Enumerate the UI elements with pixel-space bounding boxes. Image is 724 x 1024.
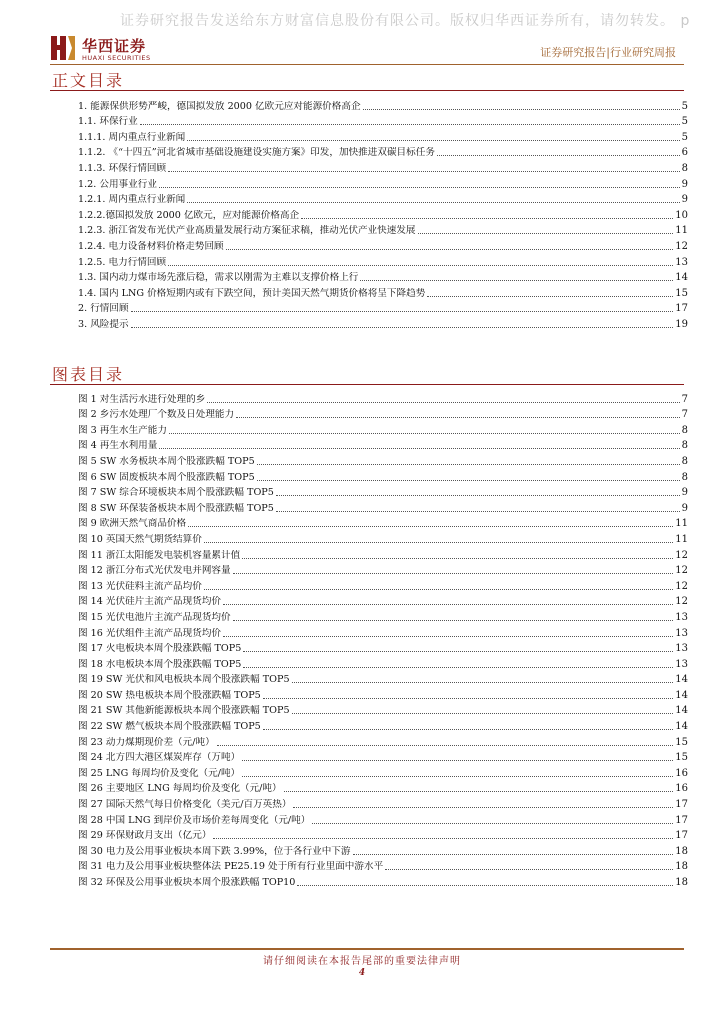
figure-entry-page: 18 (675, 877, 688, 888)
figures-section-title: 图表目录 (52, 365, 125, 384)
toc-entry-page: 17 (675, 303, 688, 315)
figure-entry-page: 7 (681, 393, 688, 405)
toc-entry-page: 14 (675, 272, 688, 284)
figure-entry-page: 17 (675, 830, 688, 842)
figure-entry-title: 图 20 SW 热电板块本周个股涨跌幅 TOP5 (78, 689, 261, 701)
figure-entry[interactable] (78, 811, 688, 827)
figure-entry-page: 16 (675, 767, 688, 779)
dot-leader (187, 202, 679, 203)
toc-entry-title: 3. 风险提示 (78, 318, 129, 330)
figure-entry-page: 15 (675, 752, 688, 764)
toc-entry-page: 13 (675, 256, 688, 268)
dot-leader (236, 417, 680, 418)
figure-entry-title: 图 23 动力煤期现价差（元/吨） (78, 736, 215, 748)
company-logo (50, 34, 170, 64)
dot-leader (223, 604, 673, 605)
dot-leader (257, 464, 680, 465)
toc-entry-title: 1.1.2. 《“十四五”河北省城市基础设施建设实施方案》印发，加快推进双碳目标任务 (78, 147, 435, 159)
dot-leader (312, 823, 673, 824)
figure-entry-title: 图 7 SW 综合环境板块本周个股涨跌幅 TOP5 (78, 487, 274, 499)
toc-entry[interactable] (78, 222, 688, 238)
figure-entry-title: 图 21 SW 其他新能源板块本周个股涨跌幅 TOP5 (78, 705, 290, 717)
figure-entry-title: 图 29 环保财政月支出（亿元） (78, 830, 212, 842)
figure-entry[interactable] (78, 593, 688, 609)
figure-entry-title: 图 22 SW 燃气板块本周个股涨跌幅 TOP5 (78, 721, 261, 733)
figure-entry[interactable] (78, 764, 688, 780)
toc-entry-page: 9 (681, 178, 688, 190)
toc-list (78, 97, 688, 331)
toc-entry-title: 1.1.3. 环保行情回顾 (78, 162, 167, 174)
toc-entry-title: 1.1.1. 周内重点行业新闻 (78, 131, 186, 143)
figure-entry[interactable] (78, 624, 688, 640)
figure-entry[interactable] (78, 655, 688, 671)
figure-entry[interactable] (78, 390, 688, 406)
toc-entry[interactable] (78, 144, 688, 160)
figure-entry-page: 8 (681, 471, 688, 483)
dot-leader (437, 155, 680, 156)
figure-entry-title: 图 26 主要地区 LNG 每周均价及变化（元/吨） (78, 783, 282, 795)
figure-entry[interactable] (78, 499, 688, 515)
figure-entry-page: 14 (675, 705, 688, 717)
figure-entry-title: 图 28 中国 LNG 到岸价及市场价差每周变化（元/吨） (78, 814, 311, 826)
dot-leader (217, 745, 674, 746)
toc-entry[interactable] (78, 269, 688, 285)
figure-entry-page: 13 (675, 658, 688, 670)
figure-entry-title: 图 31 电力及公用事业板块整体法 PE25.19 处于所有行业里面中游水平 (78, 861, 384, 873)
toc-entry-title: 1.2.4. 电力设备材料价格走势回顾 (78, 240, 224, 252)
figure-entry-title: 图 14 光伏硅片主流产品现货均价 (78, 596, 222, 608)
dot-leader (169, 433, 680, 434)
figure-entry-title: 图 5 SW 水务板块本周个股涨跌幅 TOP5 (78, 455, 255, 467)
figure-entry[interactable] (78, 608, 688, 624)
toc-entry-page: 5 (681, 116, 688, 128)
figure-entry-title: 图 3 再生水生产能力 (78, 424, 167, 436)
dot-leader (292, 682, 674, 683)
dot-leader (243, 667, 673, 668)
toc-entry-title: 1.3. 国内动力煤市场先涨后稳，需求以刚需为主难以支撑价格上行 (78, 272, 359, 284)
toc-entry[interactable] (78, 284, 688, 300)
dot-leader (204, 542, 673, 543)
dot-leader (243, 651, 673, 652)
toc-entry-title: 1. 能源保供形势严峻，德国拟发放 2000 亿欧元应对能源价格高企 (78, 100, 361, 112)
toc-entry-title: 1.2.2.德国拟发放 2000 亿欧元，应对能源价格高企 (78, 209, 300, 221)
dot-leader (297, 885, 673, 886)
figure-entry-title: 图 30 电力及公用事业板块本周下跌 3.99%，位于各行业中下游 (78, 845, 351, 857)
dot-leader (207, 402, 679, 403)
figure-entry[interactable] (78, 484, 688, 500)
toc-entry-page: 5 (681, 100, 688, 112)
toc-entry-page: 15 (675, 287, 688, 299)
figure-entry[interactable] (78, 437, 688, 453)
toc-entry-title: 1.2.3. 浙江省发布光伏产业高质量发展行动方案征求稿，推动光伏产业快速发展 (78, 225, 416, 237)
dot-leader (131, 327, 674, 328)
dot-leader (242, 776, 673, 777)
huaxi-logo-icon (50, 34, 76, 62)
figure-entry[interactable] (78, 546, 688, 562)
logo-name-cn: 华西证券 (82, 37, 147, 55)
toc-entry[interactable] (78, 191, 688, 207)
toc-entry-page: 8 (681, 162, 688, 174)
toc-entry-title: 1.2.5. 电力行情回顾 (78, 256, 167, 268)
figure-entry-page: 13 (675, 627, 688, 639)
toc-entry-title: 2. 行情回顾 (78, 303, 129, 315)
figure-entry-page: 12 (675, 596, 688, 608)
dot-leader (168, 171, 680, 172)
figure-entry-page: 11 (675, 533, 688, 545)
figure-entry-page: 13 (675, 611, 688, 623)
figure-entry-title: 图 16 光伏组件主流产品现货均价 (78, 627, 222, 639)
toc-entry-page: 10 (675, 209, 688, 221)
dot-leader (233, 620, 674, 621)
figure-entry-page: 14 (675, 689, 688, 701)
figure-entry-title: 图 8 SW 环保装备板块本周个股涨跌幅 TOP5 (78, 502, 274, 514)
dot-leader (233, 573, 674, 574)
toc-entry[interactable] (78, 237, 688, 253)
dot-leader (385, 869, 673, 870)
toc-entry[interactable] (78, 113, 688, 129)
dot-leader (418, 233, 674, 234)
figure-entry-title: 图 11 浙江太阳能发电装机容量累计值 (78, 549, 241, 561)
dot-leader (427, 296, 673, 297)
figure-entry-page: 14 (675, 674, 688, 686)
figure-entry-title: 图 13 光伏硅料主流产品均价 (78, 580, 202, 592)
dot-leader (204, 589, 673, 590)
dot-leader (226, 249, 674, 250)
figure-entry[interactable] (78, 702, 688, 718)
watermark: 证券研究报告发送给东方财富信息股份有限公司。版权归华西证券所有，请勿转发。 p (120, 13, 691, 29)
toc-entry-page: 12 (675, 240, 688, 252)
figure-entry-page: 12 (675, 580, 688, 592)
figure-entry-title: 图 19 SW 光伏和风电板块本周个股涨跌幅 TOP5 (78, 674, 290, 686)
toc-entry-title: 1.2.1. 周内重点行业新闻 (78, 194, 186, 206)
dot-leader (242, 760, 673, 761)
figure-entry-page: 18 (675, 845, 688, 857)
figure-entry[interactable] (78, 780, 688, 796)
figure-entry-title: 图 6 SW 固废板块本周个股涨跌幅 TOP5 (78, 471, 255, 483)
figure-entry-title: 图 10 英国天然气期货结算价 (78, 533, 202, 545)
dot-leader (223, 636, 673, 637)
figure-entry[interactable] (78, 515, 688, 531)
figure-entry-title: 图 25 LNG 每周均价及变化（元/吨） (78, 767, 241, 779)
toc-entry-page: 19 (675, 318, 688, 330)
figure-entry[interactable] (78, 577, 688, 593)
figure-entry-title: 图 32 环保及公用事业板块本周个股涨跌幅 TOP10 (78, 877, 296, 888)
dot-leader (257, 480, 680, 481)
figure-entry[interactable] (78, 452, 688, 468)
figure-entry-page: 7 (681, 409, 688, 421)
figure-entry[interactable] (78, 686, 688, 702)
dot-leader (242, 558, 673, 559)
dot-leader (293, 807, 673, 808)
figure-entry[interactable] (78, 749, 688, 765)
toc-entry[interactable] (78, 206, 688, 222)
dot-leader (168, 265, 673, 266)
figure-entry-title: 图 24 北方四大港区煤炭库存（万吨） (78, 752, 241, 764)
figure-entry[interactable] (78, 873, 688, 889)
figure-entry-title: 图 1 对生活污水进行处理的乡 (78, 393, 206, 405)
footer-disclaimer: 请仔细阅读在本报告尾部的重要法律声明 (263, 956, 461, 967)
figure-entry[interactable] (78, 671, 688, 687)
dot-leader (159, 187, 680, 188)
dot-leader (140, 124, 680, 125)
figure-entry-title: 图 15 光伏电池片主流产品现货均价 (78, 611, 231, 623)
figure-entry[interactable] (78, 421, 688, 437)
figure-entry[interactable] (78, 468, 688, 484)
figure-entry[interactable] (78, 717, 688, 733)
figure-entry[interactable] (78, 530, 688, 546)
toc-entry-page: 6 (681, 147, 688, 159)
toc-entry[interactable] (78, 159, 688, 175)
figure-entry-page: 16 (675, 783, 688, 795)
figure-entry-title: 图 4 再生水利用量 (78, 440, 158, 452)
figures-title-rule (50, 384, 684, 385)
page-number: 4 (358, 968, 366, 978)
figure-entry-title: 图 2 乡污水处理厂个数及日处理能力 (78, 409, 235, 421)
dot-leader (263, 729, 673, 730)
dot-leader (276, 511, 680, 512)
figure-entry[interactable] (78, 842, 688, 858)
toc-entry[interactable] (78, 300, 688, 316)
figure-entry-title: 图 12 浙江分布式光伏发电并网容量 (78, 565, 231, 577)
dot-leader (301, 218, 673, 219)
figure-entry-page: 9 (681, 502, 688, 514)
toc-entry-title: 1.2. 公用事业行业 (78, 178, 157, 190)
dot-leader (188, 526, 673, 527)
toc-entry[interactable] (78, 128, 688, 144)
figure-entry[interactable] (78, 733, 688, 749)
figure-entry-page: 11 (675, 518, 688, 530)
toc-entry[interactable] (78, 97, 688, 113)
dot-leader (284, 791, 674, 792)
figure-entry[interactable] (78, 858, 688, 874)
figure-entry-page: 8 (681, 440, 688, 452)
figure-entry-page: 12 (675, 549, 688, 561)
header-divider (50, 64, 684, 65)
dot-leader (363, 109, 680, 110)
figure-entry[interactable] (78, 795, 688, 811)
figure-entry-title: 图 18 水电板块本周个股涨跌幅 TOP5 (78, 658, 242, 670)
footer-divider (50, 948, 684, 950)
toc-entry[interactable] (78, 315, 688, 331)
figure-entry-page: 12 (675, 565, 688, 577)
figure-entry-title: 图 9 欧洲天然气商品价格 (78, 518, 187, 530)
toc-entry-page: 11 (675, 225, 688, 237)
figure-entry-page: 13 (675, 643, 688, 655)
figure-entry-page: 17 (675, 799, 688, 811)
dot-leader (353, 854, 674, 855)
dot-leader (292, 713, 674, 714)
dot-leader (276, 495, 680, 496)
figure-entry[interactable] (78, 827, 688, 843)
toc-entry-title: 1.1. 环保行业 (78, 116, 138, 128)
logo-name-en: HUAXI SECURITIES (82, 54, 151, 62)
figure-entry[interactable] (78, 640, 688, 656)
dot-leader (131, 311, 674, 312)
figure-entry-page: 9 (681, 487, 688, 499)
figure-entry-title: 图 27 国际天然气每日价格变化（美元/百万英热） (78, 799, 292, 811)
toc-entry-page: 5 (681, 131, 688, 143)
figure-entry[interactable] (78, 562, 688, 578)
toc-entry-title: 1.4. 国内 LNG 价格短期内或有下跌空间，预计美国天然气期货价格将呈下降趋势 (78, 287, 426, 299)
figure-entry-page: 8 (681, 424, 688, 436)
figure-entry-page: 17 (675, 814, 688, 826)
dot-leader (159, 448, 679, 449)
report-type-label: 证券研究报告|行业研究周报 (540, 46, 676, 59)
toc-entry[interactable] (78, 253, 688, 269)
dot-leader (213, 838, 673, 839)
figure-entry-page: 18 (675, 861, 688, 873)
toc-entry[interactable] (78, 175, 688, 191)
dot-leader (187, 140, 679, 141)
figure-entry[interactable] (78, 406, 688, 422)
figure-entry-page: 8 (681, 455, 688, 467)
figure-entry-title: 图 17 火电板块本周个股涨跌幅 TOP5 (78, 643, 242, 655)
dot-leader (263, 698, 673, 699)
figures-list (78, 390, 688, 889)
toc-section-title: 正文目录 (52, 71, 125, 90)
dot-leader (360, 280, 673, 281)
toc-entry-page: 9 (681, 194, 688, 206)
figure-entry-page: 14 (675, 721, 688, 733)
figure-entry-page: 15 (675, 736, 688, 748)
toc-title-rule (50, 90, 684, 91)
